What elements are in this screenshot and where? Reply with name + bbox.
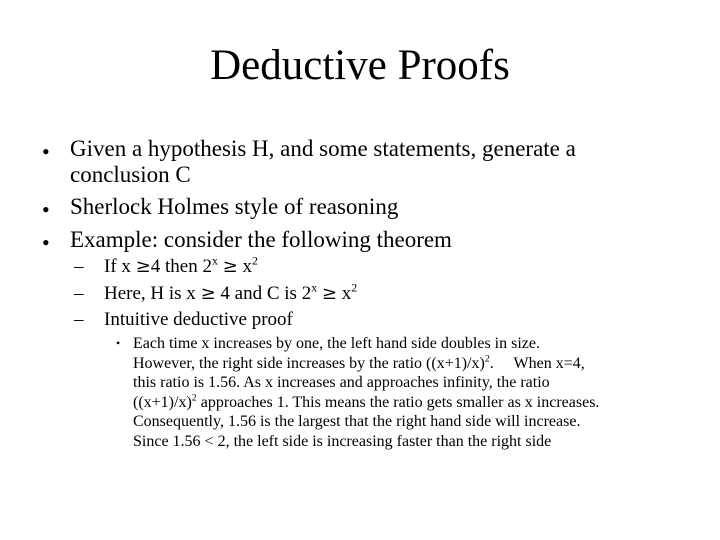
proof-text bbox=[133, 334, 703, 451]
text-run: Here, H is x bbox=[104, 283, 201, 304]
slide-title: Deductive Proofs bbox=[210, 42, 510, 89]
bullet-text bbox=[70, 227, 690, 253]
text-run: However, the right side increases by the ratio ((x+1)/x) bbox=[133, 354, 485, 372]
subbullet-text bbox=[104, 255, 684, 279]
subbullet-text bbox=[104, 308, 684, 332]
superscript: x bbox=[311, 281, 318, 295]
bullet-line: Example: consider the following theorem bbox=[70, 227, 452, 252]
text-run: x bbox=[237, 256, 252, 277]
bullet-line: Given a hypothesis H, and some statements, generate a bbox=[70, 136, 576, 161]
superscript: 2 bbox=[251, 254, 258, 268]
subbullet-marker: – bbox=[74, 309, 84, 330]
text-run: Intuitive deductive proof bbox=[104, 309, 293, 330]
text-run: approaches 1. This means the ratio gets smaller as x increases. bbox=[196, 393, 600, 411]
greater-equal-symbol: ≥ bbox=[135, 256, 151, 277]
text-run: If x bbox=[104, 256, 136, 277]
bullet-marker: • bbox=[42, 197, 50, 222]
greater-equal-symbol: ≥ bbox=[200, 283, 216, 304]
proof-line: Consequently, 1.56 is the largest that the right hand side will increase. bbox=[133, 413, 581, 430]
bullet-text bbox=[70, 136, 690, 188]
superscript: 2 bbox=[191, 392, 197, 404]
bullet-line: conclusion C bbox=[70, 162, 191, 187]
proof-line: Since 1.56 < 2, the left side is increasing faster than the right side bbox=[133, 432, 552, 450]
proof-marker: • bbox=[116, 336, 121, 350]
bullet-line: Sherlock Holmes style of reasoning bbox=[70, 194, 399, 219]
text-run: 4 and C is 2 bbox=[215, 283, 312, 304]
bullet-text bbox=[70, 194, 690, 220]
text-run: 4 then 2 bbox=[150, 256, 212, 277]
proof-line bbox=[133, 393, 703, 413]
proof-line: Each time x increases by one, the left hand side doubles in size. bbox=[133, 335, 540, 352]
subbullet-text bbox=[104, 282, 684, 306]
text-run: x bbox=[336, 283, 352, 304]
greater-equal-symbol: ≥ bbox=[222, 256, 238, 277]
superscript: 2 bbox=[484, 353, 490, 365]
proof-line: this ratio is 1.56. As x increases and approaches infinity, the ratio bbox=[133, 374, 550, 391]
superscript: 2 bbox=[351, 281, 358, 295]
text-run: . When x=4, bbox=[489, 354, 585, 372]
greater-equal-symbol: ≥ bbox=[321, 283, 337, 304]
proof-line bbox=[133, 354, 703, 374]
subbullet-marker: – bbox=[74, 283, 84, 304]
bullet-marker: • bbox=[42, 139, 50, 164]
superscript: x bbox=[211, 254, 218, 268]
subbullet-marker: – bbox=[74, 256, 84, 277]
bullet-marker: • bbox=[42, 230, 50, 255]
text-run: ((x+1)/x) bbox=[133, 393, 192, 411]
